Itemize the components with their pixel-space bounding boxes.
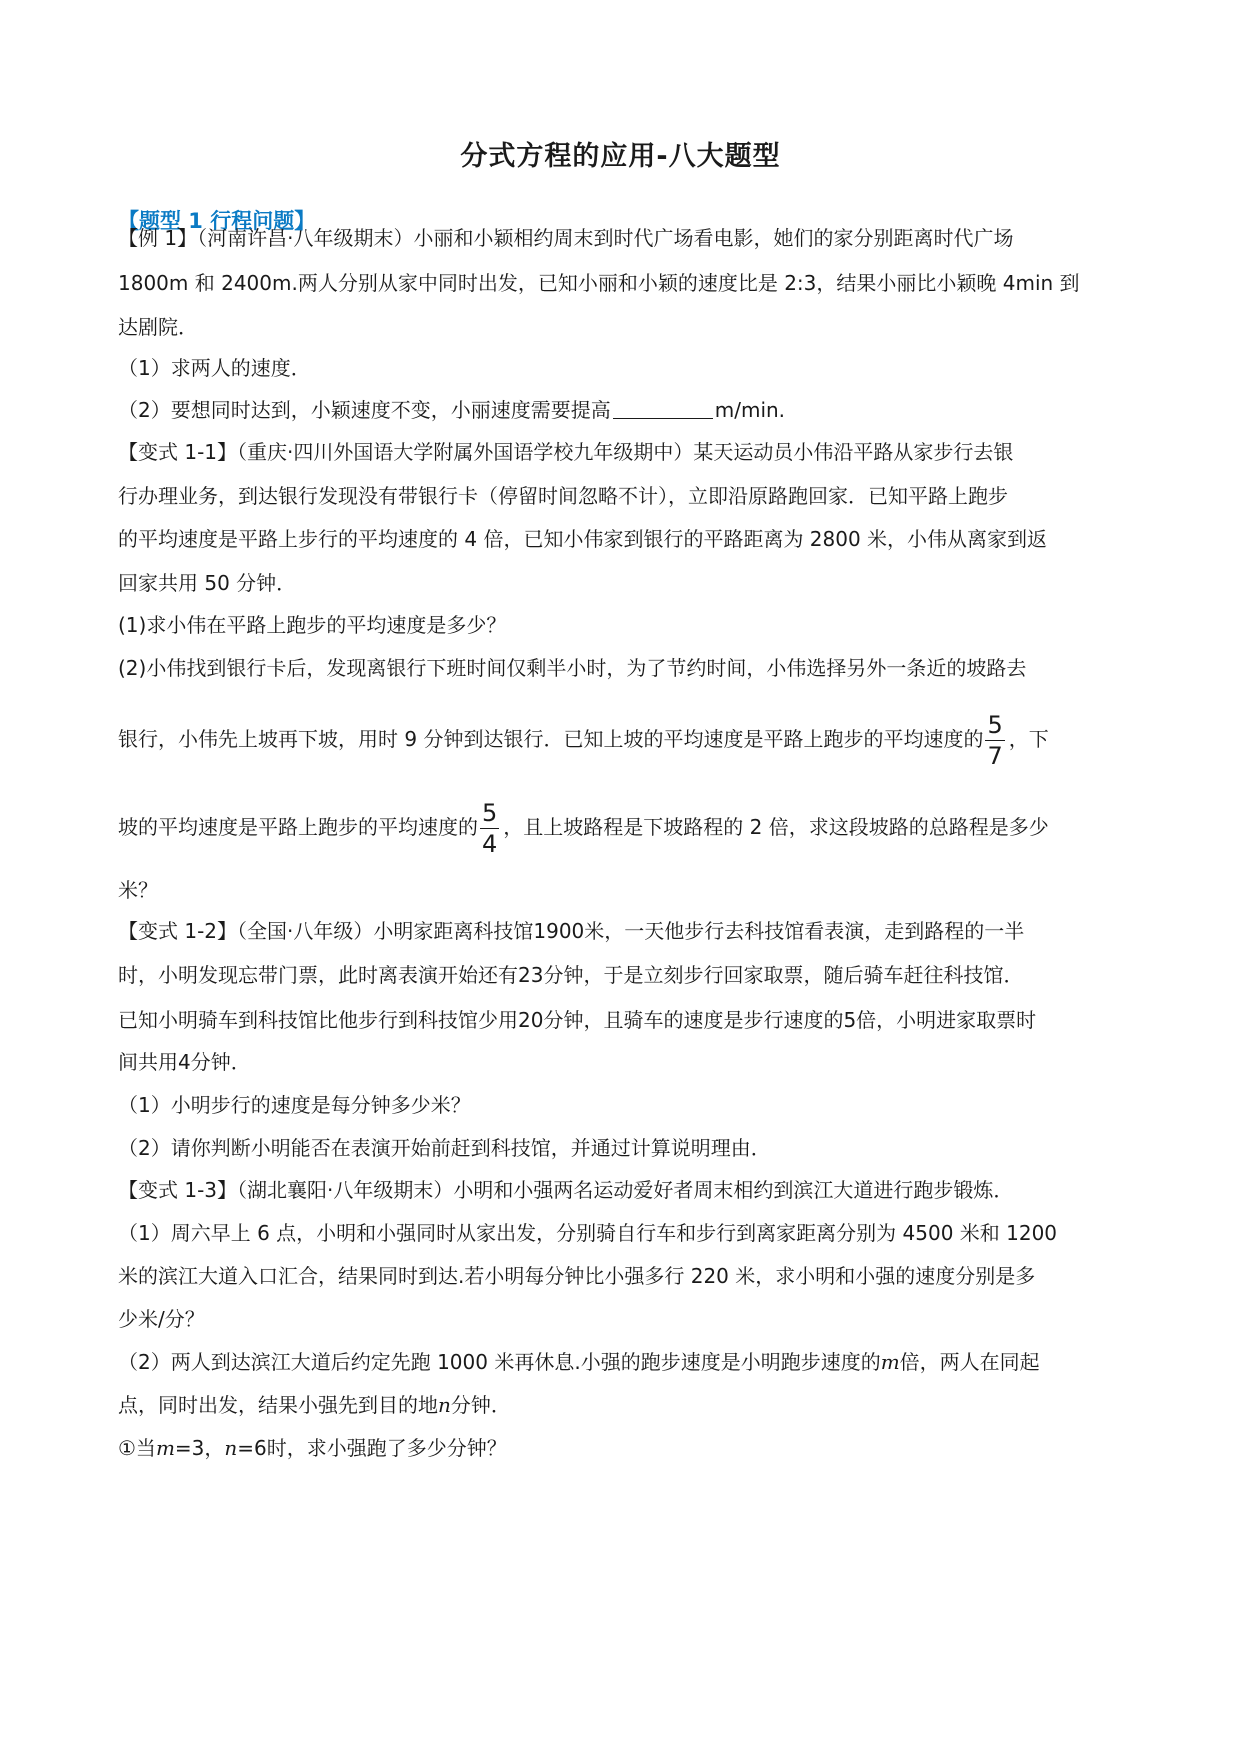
variant12-question2: （2）请你判断小明能否在表演开始前赶到科技馆，并通过计算说明理由． [118,1136,771,1160]
variable-n: n [224,1436,238,1460]
variant13-line1: 【变式 1-3】（湖北襄阳·八年级期末）小明和小强两名运动爱好者周末相约到滨江大道进行跑步锻炼． [118,1178,1014,1202]
variant13-line3: 米的滨江大道入口汇合，结果同时到达.若小明每分钟比小强多行 220 米，求小明和小强的速度分别是多 [118,1264,1036,1288]
line6-text: 点，同时出发，结果小强先到目的地 [118,1393,438,1417]
example1-question2 [118,398,785,422]
line6-tail: 分钟． [450,1393,511,1417]
line7-mid: =3， [174,1436,225,1460]
variant11-line4: 回家共用 50 分钟． [118,571,297,595]
variant12-line4: 间共用4分钟． [118,1050,251,1074]
variant12-line3: 已知小明骑车到科技馆比他步行到科技馆少用20分钟，且骑车的速度是步行速度的5倍，小明进家取票时 [118,1008,1037,1032]
example1-line2: 1800m 和 2400m.两人分别从家中同时出发，已知小丽和小颖的速度比是 2:3，结果小丽比小颖晚 4min 到 [118,271,1080,295]
fraction-numerator: 5 [987,711,1003,739]
line5-tail: 倍，两人在同起 [899,1350,1040,1374]
fraction-numerator: 5 [482,799,498,827]
variant13-line4: 少米/分？ [118,1307,205,1331]
fraction-5-4 [480,798,499,859]
variant11-question2: (2)小伟找到银行卡后，发现离银行下班时间仅剩半小时，为了节约时间，小伟选择另外一条近的坡路去 [118,656,1027,680]
variant13-line6 [118,1393,511,1417]
line7-prefix: ①当 [118,1436,156,1460]
variant11-line6 [118,795,1049,859]
line5-text: 银行，小伟先上坡再下坡，用时 9 分钟到达银行．已知上坡的平均速度是平路上跑步的平均速度的 [118,727,984,751]
fraction-denominator: 4 [482,830,498,858]
variant11-question1: (1)求小伟在平路上跑步的平均速度是多少？ [118,613,507,637]
section-heading: 【题型 1 行程问题】 [118,209,316,233]
variant11-line1: 【变式 1-1】（重庆·四川外国语大学附属外国语学校九年级期中）某天运动员小伟沿平路从家步行去银 [118,440,1014,464]
line5-tail: ，下 [1008,727,1049,751]
line6-tail: ，且上坡路程是下坡路程的 2 倍，求这段坡路的总路程是多少 [503,815,1049,839]
variable-n: n [438,1393,451,1417]
line5-text: （2）两人到达滨江大道后约定先跑 1000 米再休息.小强的跑步速度是小明跑步速度的 [118,1350,881,1374]
variant13-line2: （1）周六早上 6 点，小明和小强同时从家出发，分别骑自行车和步行到离家距离分别为 4500 米和 1200 [118,1221,1058,1245]
line6-text: 坡的平均速度是平路上跑步的平均速度的 [118,815,478,839]
example1-line3: 达剧院． [118,315,198,339]
question2-unit: m/min. [714,398,786,422]
variant12-line2: 时，小明发现忘带门票，此时离表演开始还有23分钟，于是立刻步行回家取票，随后骑车赶往科技馆． [118,963,1024,987]
variant13-line7 [118,1436,507,1460]
variant11-line2: 行办理业务，到达银行发现没有带银行卡（停留时间忽略不计），立即沿原路跑回家．已知平路上跑步 [118,484,1008,508]
fraction-denominator: 7 [987,742,1003,770]
example1-question1: （1）求两人的速度． [118,356,311,380]
fraction-5-7 [985,710,1004,771]
variant13-line5 [118,1350,1040,1374]
variable-m: m [880,1350,900,1374]
variant12-question1: （1）小明步行的速度是每分钟多少米？ [118,1093,471,1117]
variant12-line1: 【变式 1-2】（全国·八年级）小明家距离科技馆1900米，一天他步行去科技馆看表演，走到路程的一半 [118,919,1025,943]
variant11-line3: 的平均速度是平路上步行的平均速度的 4 倍，已知小伟家到银行的平路距离为 2800 米，小伟从离家到返 [118,527,1048,551]
question2-text: （2）要想同时达到，小颖速度不变，小丽速度需要提高 [118,398,611,422]
variant11-line7: 米？ [118,878,158,902]
line7-tail: =6时，求小强跑了多少分钟？ [237,1436,507,1460]
answer-blank [613,400,713,419]
variant11-line5 [118,707,1049,771]
page-title: 分式方程的应用-八大题型 [460,141,781,172]
variable-m: m [155,1436,175,1460]
example1-line1: 【例 1】（河南许昌·八年级期末）小丽和小颖相约周末到时代广场看电影，她们的家分别距离时代广场 [118,226,1014,250]
